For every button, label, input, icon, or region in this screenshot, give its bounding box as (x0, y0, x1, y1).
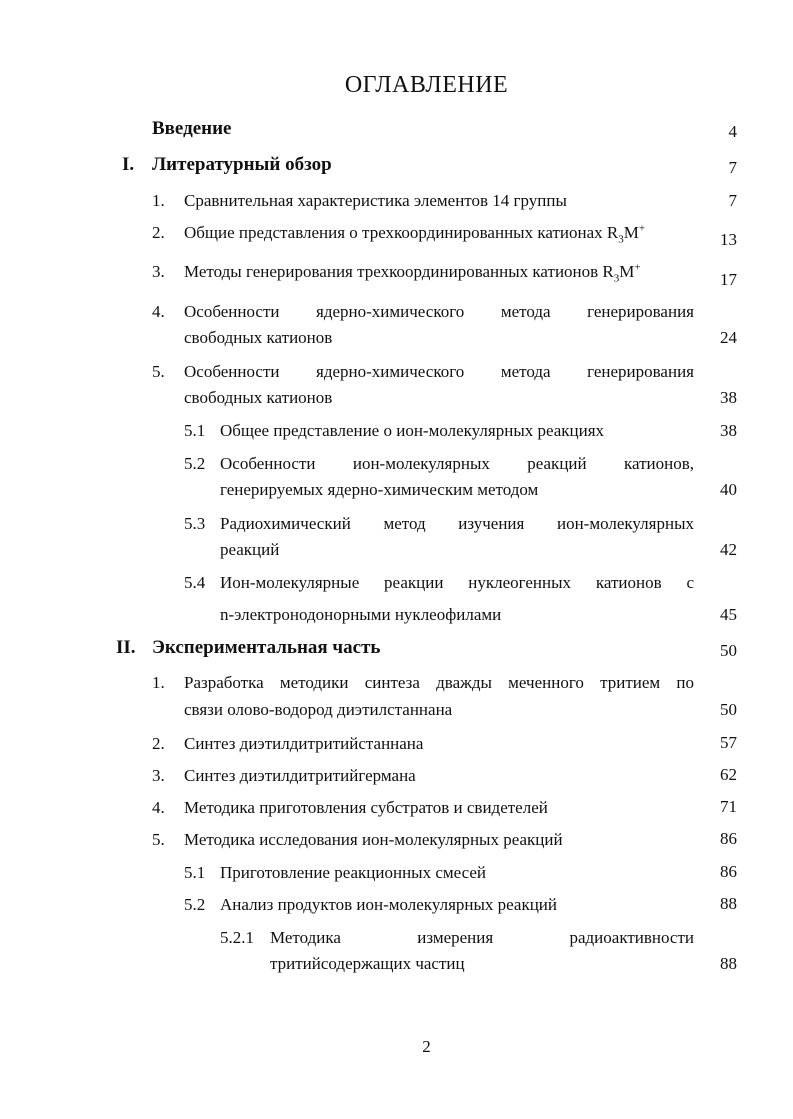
toc-subsubitem-text-continuation: тритийсодержащих частиц (270, 954, 465, 973)
page-title: ОГЛАВЛЕНИЕ (344, 72, 509, 98)
toc-intro-label: Введение (152, 118, 232, 139)
toc-item-page: 71 (720, 797, 737, 816)
toc-subitem-text: Общее представление о ион-молекулярных реакциях (220, 421, 605, 440)
toc-subitem-number: 5.1 (184, 863, 206, 882)
toc-item-number: 5. (152, 830, 165, 849)
toc-subitem-page: 86 (720, 862, 737, 881)
toc-item-text: Сравнительная характеристика элементов 14 группы (184, 191, 567, 210)
toc-item-page: 86 (720, 829, 737, 848)
toc-item-number: 3. (152, 262, 165, 281)
toc-subitem-page: 45 (720, 605, 737, 624)
toc-item-text: Методика приготовления субстратов и свидетелей (184, 798, 548, 817)
toc-item-page: 7 (728, 191, 737, 210)
toc-subitem-text: Особенности ион-молекулярных реакций катионов, (220, 454, 694, 473)
toc-subitem-text: Анализ продуктов ион-молекулярных реакций (220, 895, 558, 914)
toc-subsubitem-text: Методика измерения радиоактивности (270, 928, 694, 947)
toc-item-text: Особенности ядерно-химического метода генерирования (184, 362, 694, 381)
toc-subitem-number: 5.1 (184, 421, 206, 440)
toc-subitem-text-continuation: n-электронодонорными нуклеофилами (220, 605, 502, 624)
toc-item-number: 1. (152, 673, 165, 692)
toc-item-text: Синтез диэтилдитритийстаннана (184, 734, 424, 753)
toc-item-number: 2. (152, 223, 165, 242)
toc-item-text: Общие представления о трехкоординированных катионах $R_3M^+$ (184, 222, 646, 246)
toc-item-page: 62 (720, 765, 737, 784)
section-numeral: I. (122, 154, 135, 175)
toc-subitem-text: Радиохимический метод изучения ион-молекулярных (220, 514, 694, 533)
toc-subitem-text-continuation: генерируемых ядерно-химическим методом (220, 480, 539, 499)
page-number: 2 (422, 1037, 431, 1056)
toc-item-text-continuation: связи олово-водород диэтилстаннана (184, 700, 453, 719)
toc-subitem-number: 5.4 (184, 573, 206, 592)
toc-item-text-continuation: свободных катионов (184, 388, 333, 407)
toc-item-number: 4. (152, 798, 165, 817)
toc-item-page: 38 (720, 388, 737, 407)
toc-item-number: 4. (152, 302, 165, 321)
toc-item-page: 57 (720, 733, 737, 752)
section-title: Экспериментальная часть (152, 637, 381, 658)
toc-item-text: Особенности ядерно-химического метода генерирования (184, 302, 694, 321)
toc-item-text: Методы генерирования трехкоординированных катионов $R_3M^+$ (184, 261, 641, 285)
toc-item-page: 17 (720, 270, 737, 289)
toc-intro-page: 4 (728, 122, 737, 141)
toc-subitem-number: 5.2 (184, 895, 206, 914)
toc-subitem-text: Приготовление реакционных смесей (220, 863, 487, 882)
toc-subitem-text: Ион-молекулярные реакции нуклеогенных катионов с (220, 573, 694, 592)
toc-item-number: 3. (152, 766, 165, 785)
section-page: 7 (728, 158, 737, 177)
section-numeral: II. (116, 637, 136, 658)
toc-subsubitem-page: 88 (720, 954, 737, 973)
toc-subitem-page: 40 (720, 480, 737, 499)
toc-subitem-number: 5.3 (184, 514, 206, 533)
toc-item-page: 13 (720, 230, 737, 249)
toc-item-page: 24 (720, 328, 737, 347)
toc-item-text: Методика исследования ион-молекулярных реакций (184, 830, 563, 849)
section-page: 50 (720, 641, 737, 660)
toc-subsubitem-number: 5.2.1 (220, 928, 254, 947)
toc-subitem-page: 88 (720, 894, 737, 913)
toc-subitem-number: 5.2 (184, 454, 206, 473)
toc-subitem-text-continuation: реакций (220, 540, 280, 559)
toc-item-number: 2. (152, 734, 165, 753)
toc-subitem-page: 42 (720, 540, 737, 559)
toc-item-number: 1. (152, 191, 165, 210)
toc-item-page: 50 (720, 700, 737, 719)
toc-subitem-page: 38 (720, 421, 737, 440)
toc-item-text: Синтез диэтилдитритийгермана (184, 766, 416, 785)
toc-item-text: Разработка методики синтеза дважды меченного тритием по (184, 673, 694, 692)
toc-item-number: 5. (152, 362, 165, 381)
toc-item-text-continuation: свободных катионов (184, 328, 333, 347)
section-title: Литературный обзор (152, 154, 332, 175)
